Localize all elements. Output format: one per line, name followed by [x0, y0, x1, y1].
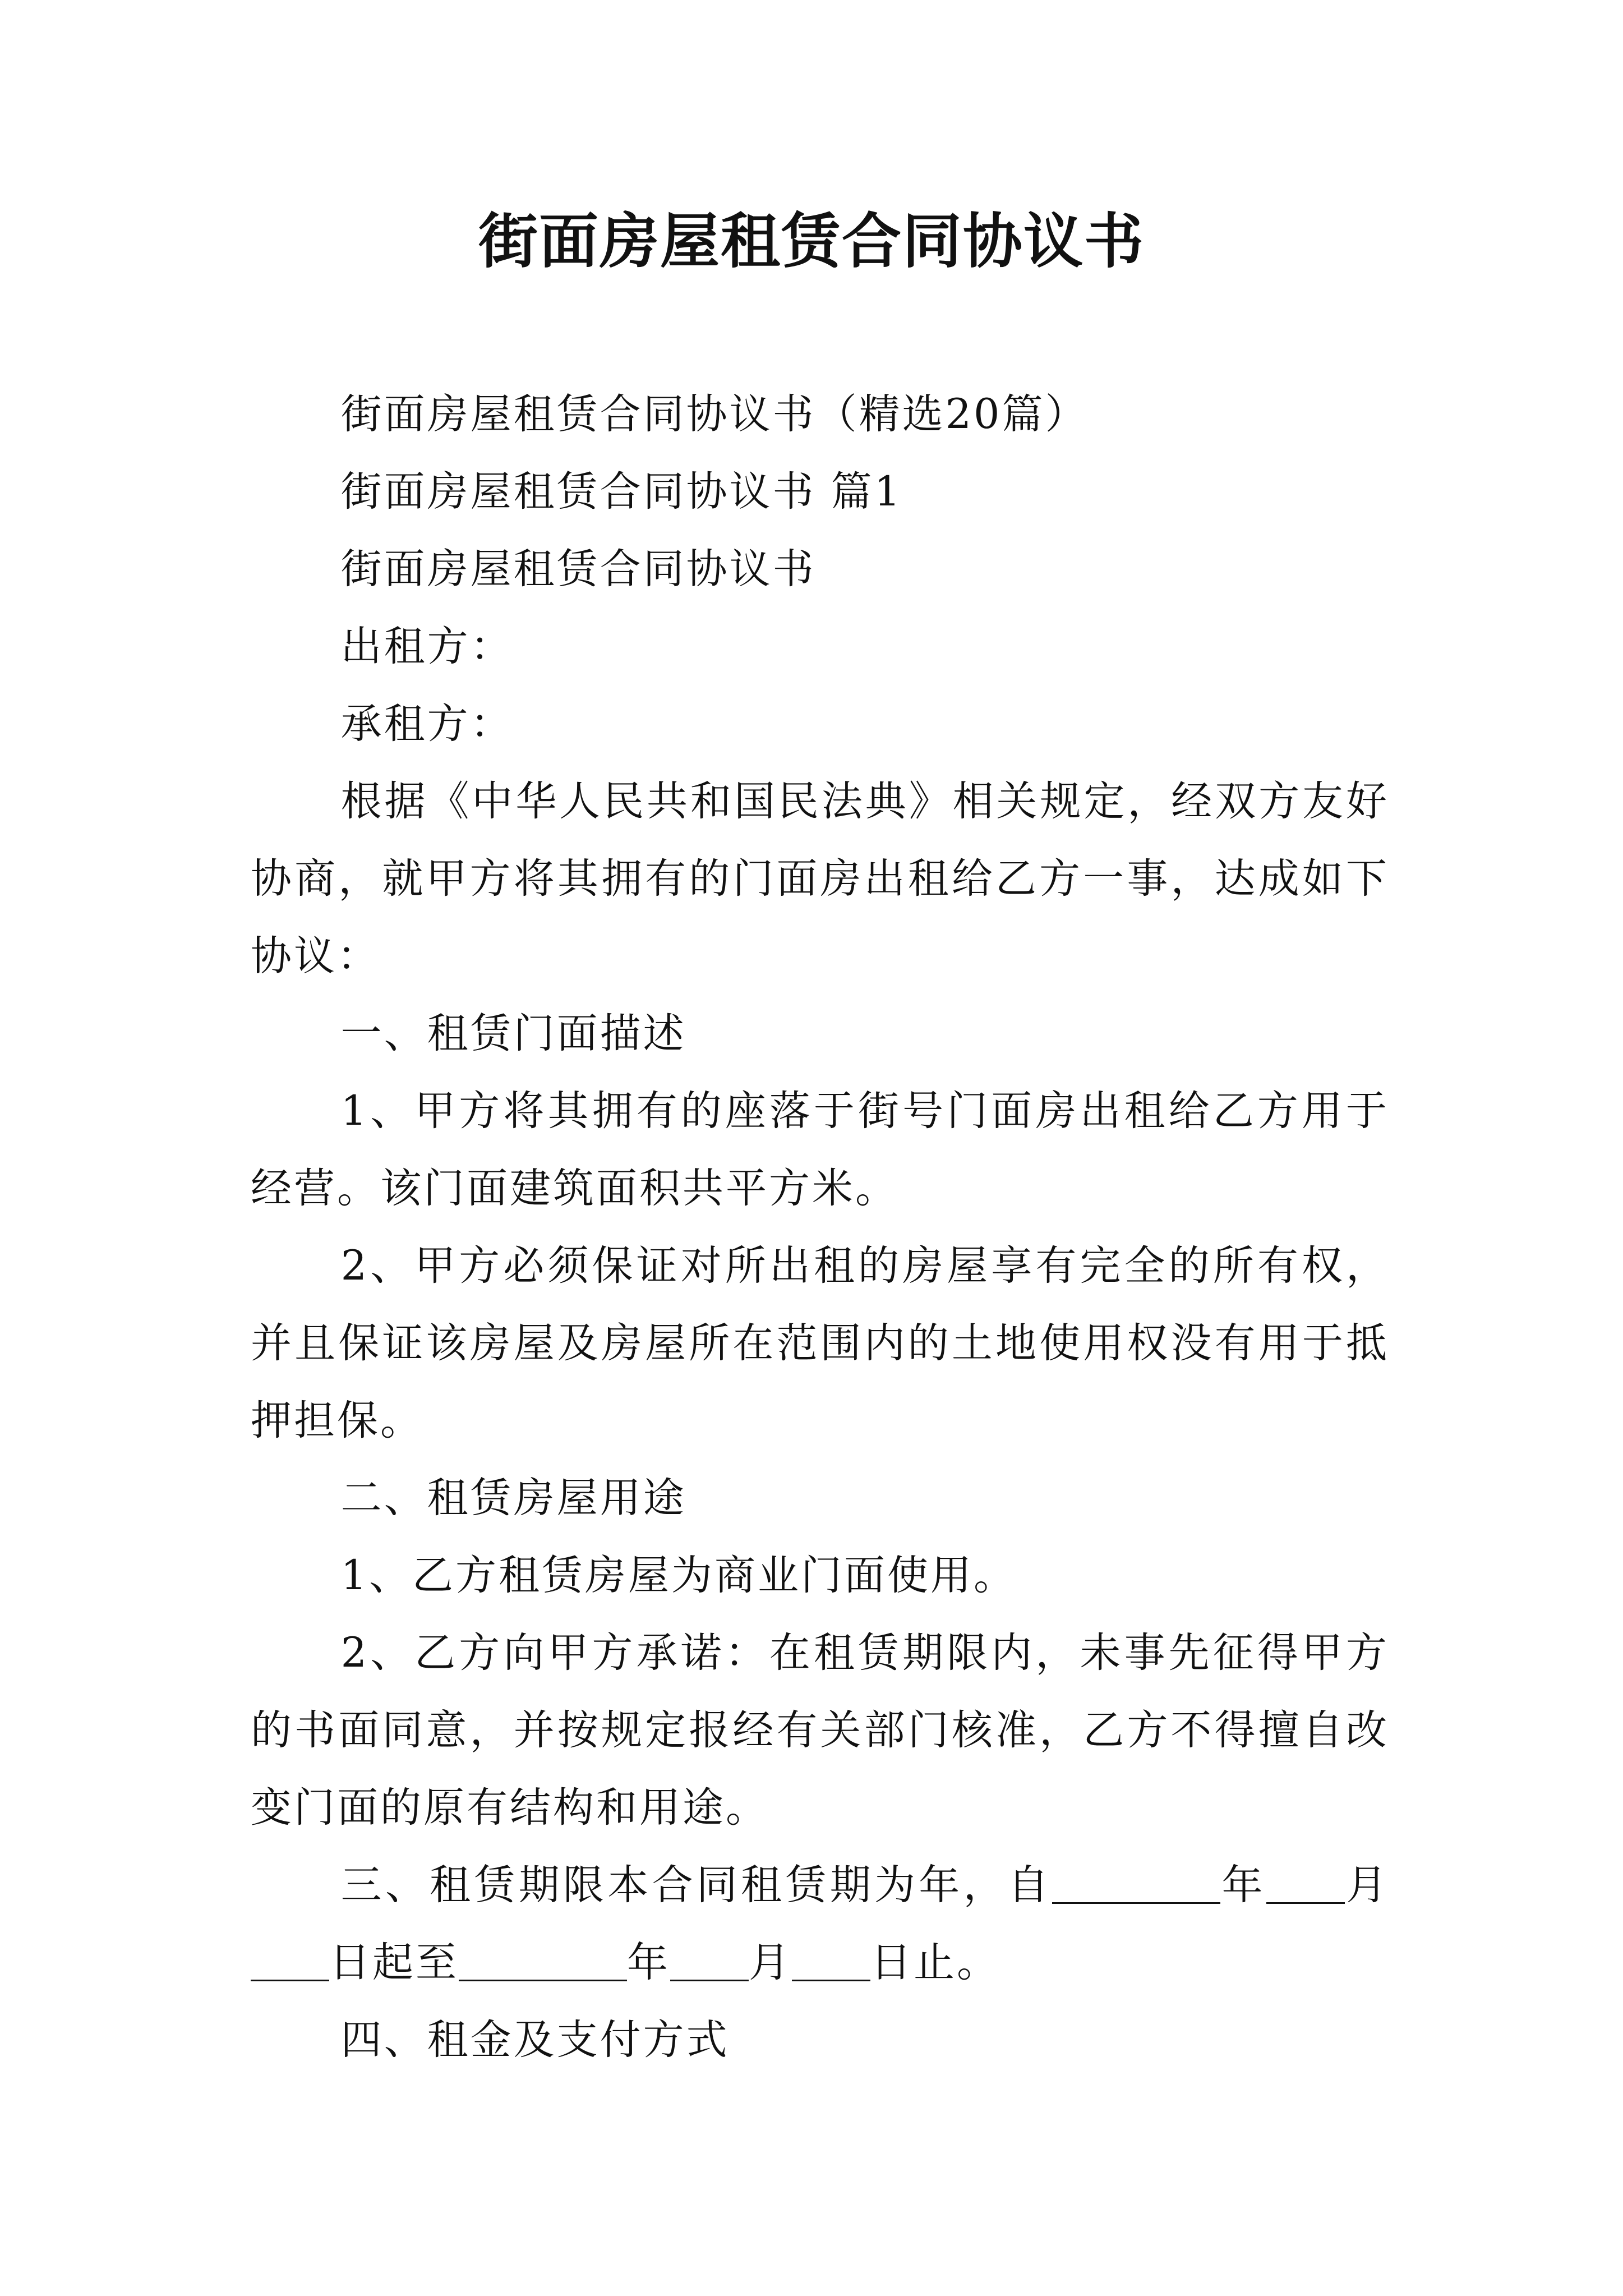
document-body	[251, 376, 1389, 2079]
paragraph: 1、乙方租赁房屋为商业门面使用。	[340, 1552, 1017, 1599]
paragraph: 2、乙方向甲方承诺：在租赁期限内，未事先征得甲方的书面同意，并按规定报经有关部门核准，乙方不得擅自改变门面的原有结构和用途。	[251, 1629, 1389, 1832]
blank-year-2	[459, 1939, 627, 1981]
term-paragraph	[251, 1847, 1389, 2001]
document-title: 街面房屋租赁合同协议书	[478, 206, 1145, 276]
blank-month-2	[670, 1939, 749, 1981]
paragraph: 出租方：	[340, 623, 514, 670]
section-heading: 二、租赁房屋用途	[340, 1474, 686, 1522]
paragraph: 根据《中华人民共和国民法典》相关规定，经双方友好协商，就甲方将其拥有的门面房出租给乙方一事，达成如下协议：	[251, 777, 1389, 980]
paragraph: 街面房屋租赁合同协议书 篇1	[340, 468, 903, 516]
term-month-1: 月	[1344, 1861, 1390, 1909]
section-heading: 四、租金及支付方式	[340, 2016, 730, 2064]
paragraph: 街面房屋租赁合同协议书（精选20篇）	[340, 390, 1089, 438]
paragraph: 2、甲方必须保证对所出租的房屋享有完全的所有权，并且保证该房屋及房屋所在范围内的土地使用权没有用于抵押担保。	[251, 1242, 1389, 1444]
blank-month-1	[1266, 1861, 1345, 1904]
paragraph: 1、甲方将其拥有的座落于街号门面房出租给乙方用于经营。该门面建筑面积共平方米。	[251, 1087, 1389, 1212]
blank-day-1	[251, 1939, 329, 1981]
paragraph: 街面房屋租赁合同协议书	[340, 545, 816, 593]
term-day-1: 日起至	[329, 1939, 459, 1986]
blank-day-2	[792, 1939, 870, 1981]
term-day-2: 日止。	[870, 1939, 1000, 1986]
paragraph: 承租方：	[340, 700, 514, 748]
term-prefix: 三、租赁期限本合同租赁期为年，自	[340, 1861, 1053, 1909]
term-year-1: 年	[1220, 1861, 1266, 1909]
blank-year-1	[1052, 1861, 1220, 1904]
term-month-2: 月	[749, 1939, 792, 1986]
term-year-2: 年	[627, 1939, 670, 1986]
section-heading: 一、租赁门面描述	[340, 1010, 686, 1057]
